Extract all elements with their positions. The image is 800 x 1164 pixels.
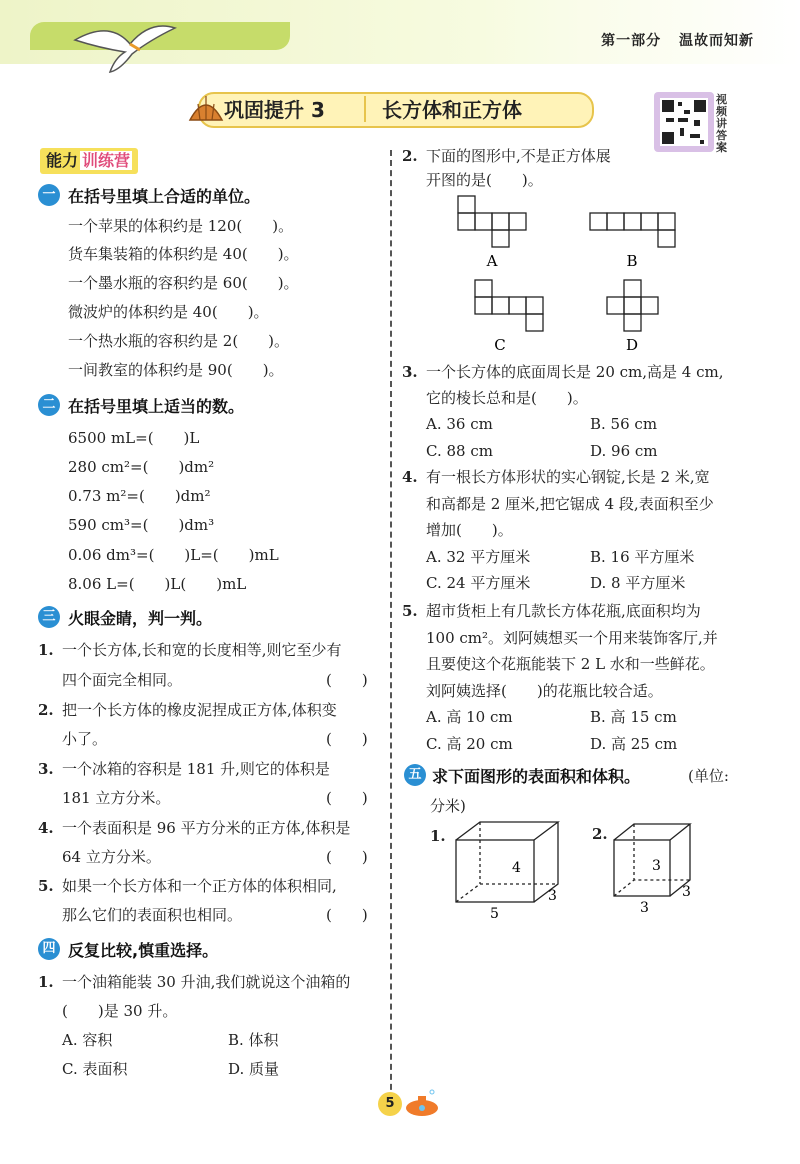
s3-q2-text-a: 把一个长方体的橡皮泥捏成正方体,体积变 xyxy=(62,701,337,719)
header-text xyxy=(601,30,754,50)
s3-q3-answer[interactable]: ( ) xyxy=(326,789,368,807)
badge-b: 训练营 xyxy=(82,151,131,170)
q5-text-c: 且要使这个花瓶能装下 2 L 水和一些鲜花。 xyxy=(426,655,715,673)
fig1-width: 3 xyxy=(548,888,557,904)
q2-number: 2. xyxy=(402,147,418,165)
section-1-title: 在括号里填上合适的单位。 xyxy=(68,187,261,206)
q4-option-b[interactable]: B. 16 平方厘米 xyxy=(590,548,695,566)
net-d[interactable] xyxy=(607,280,658,331)
q3-option-a[interactable]: A. 36 cm xyxy=(426,415,493,433)
s1-line-4: 微波炉的体积约是 40( )。 xyxy=(68,303,269,321)
section-5-title: 求下面图形的表面积和体积。 xyxy=(432,767,641,786)
q3-text-a: 一个长方体的底面周长是 20 cm,高是 4 cm, xyxy=(426,363,724,381)
section-2-title: 在括号里填上适当的数。 xyxy=(68,397,245,416)
q4-option-a[interactable]: A. 32 平方厘米 xyxy=(426,548,531,566)
q2-text-b: 开图的是( )。 xyxy=(426,171,543,189)
section-4-title: 反复比较,慎重选择。 xyxy=(68,941,219,960)
cube-nets-figure xyxy=(440,188,760,358)
s3-q5-answer[interactable]: ( ) xyxy=(326,906,368,924)
q5-text-b: 100 cm²。刘阿姨想买一个用来装饰客厅,并 xyxy=(426,629,718,647)
net-label-c: C xyxy=(494,336,506,354)
net-label-a: A xyxy=(486,252,498,270)
net-label-b: B xyxy=(626,252,638,270)
s3-q1-text-a: 一个长方体,长和宽的长度相等,则它至少有 xyxy=(62,641,342,659)
submarine-icon xyxy=(402,1086,442,1120)
s1-line-1: 一个苹果的体积约是 120( )。 xyxy=(68,217,294,235)
q5-option-c[interactable]: C. 高 20 cm xyxy=(426,735,513,753)
section-1-number: 一 xyxy=(38,184,60,206)
s3-q2-number: 2. xyxy=(38,701,54,719)
s2-line-6: 8.06 L=( )L( )mL xyxy=(68,575,247,593)
cuboid-figure-1 xyxy=(440,816,580,924)
s2-line-1: 6500 mL=( )L xyxy=(68,429,200,447)
fig1-height: 4 xyxy=(512,860,521,876)
s4-q1-option-c[interactable]: C. 表面积 xyxy=(62,1060,128,1078)
fig2-width: 3 xyxy=(682,884,691,900)
s3-q1-text-b: 四个面完全相同。 xyxy=(62,671,183,689)
s3-q4-text-a: 一个表面积是 96 平方分米的正方体,体积是 xyxy=(62,819,351,837)
net-a[interactable] xyxy=(458,196,526,247)
s2-line-5: 0.06 dm³=( )L=( )mL xyxy=(68,546,279,564)
cube-figure-2 xyxy=(604,816,714,916)
s3-q5-text-b: 那么它们的表面积也相同。 xyxy=(62,906,243,924)
qr-code[interactable] xyxy=(654,92,714,152)
q4-text-c: 增加( )。 xyxy=(426,521,513,539)
q3-text-b: 它的棱长总和是( )。 xyxy=(426,389,588,407)
title-separator xyxy=(364,96,366,122)
s2-line-3: 0.73 m²=( )dm² xyxy=(68,487,211,505)
q5-option-d[interactable]: D. 高 25 cm xyxy=(590,735,678,753)
s3-q4-number: 4. xyxy=(38,819,54,837)
s3-q4-text-b: 64 立方分米。 xyxy=(62,848,161,866)
q5-text-d: 刘阿姨选择( )的花瓶比较合适。 xyxy=(426,682,663,700)
q4-number: 4. xyxy=(402,468,418,486)
s1-line-5: 一个热水瓶的容积约是 2( )。 xyxy=(68,332,290,350)
s2-line-4: 590 cm³=( )dm³ xyxy=(68,516,215,534)
header-section: 温故而知新 xyxy=(679,33,754,49)
net-b[interactable] xyxy=(590,213,675,247)
s3-q3-text-a: 一个冰箱的容积是 181 升,则它的体积是 xyxy=(62,760,330,778)
s4-q1-text-a: 一个油箱能装 30 升油,我们就说这个油箱的 xyxy=(62,973,351,991)
q3-option-d[interactable]: D. 96 cm xyxy=(590,442,658,460)
section-5-unit: (单位: xyxy=(688,767,729,785)
q4-text-b: 和高都是 2 厘米,把它锯成 4 段,表面积至少 xyxy=(426,495,714,513)
q4-option-c[interactable]: C. 24 平方厘米 xyxy=(426,574,531,592)
s3-q2-answer[interactable]: ( ) xyxy=(326,730,368,748)
q5-text-a: 超市货柜上有几款长方体花瓶,底面积均为 xyxy=(426,602,701,620)
q3-number: 3. xyxy=(402,363,418,381)
s3-q4-answer[interactable]: ( ) xyxy=(326,848,368,866)
s4-q1-option-b[interactable]: B. 体积 xyxy=(228,1031,279,1049)
section-5-unit-2: 分米) xyxy=(430,797,466,815)
net-c[interactable] xyxy=(475,280,543,331)
fig2-length: 3 xyxy=(640,900,649,916)
s4-q1-text-b: ( )是 30 升。 xyxy=(62,1002,178,1020)
q3-option-c[interactable]: C. 88 cm xyxy=(426,442,493,460)
s3-q3-text-b: 181 立方分米。 xyxy=(62,789,171,807)
s3-q1-answer[interactable]: ( ) xyxy=(326,671,368,689)
section-3-title: 火眼金睛，判一判。 xyxy=(68,609,213,628)
s1-line-6: 一间教室的体积约是 90( )。 xyxy=(68,361,284,379)
s4-q1-number: 1. xyxy=(38,973,54,991)
net-label-d: D xyxy=(625,336,639,354)
q3-option-b[interactable]: B. 56 cm xyxy=(590,415,658,433)
fig2-height: 3 xyxy=(652,858,661,874)
section-5-number: 五 xyxy=(404,764,426,786)
q5-option-b[interactable]: B. 高 15 cm xyxy=(590,708,677,726)
fig2-number: 2. xyxy=(592,825,608,843)
lesson-label: 巩固提升 3 xyxy=(224,98,325,122)
qr-note: 视频讲答案 xyxy=(716,93,727,154)
q5-number: 5. xyxy=(402,602,418,620)
header-part: 第一部分 xyxy=(601,33,662,49)
seagull-icon xyxy=(70,10,180,80)
column-divider xyxy=(390,150,392,1110)
s1-line-2: 货车集装箱的体积约是 40( )。 xyxy=(68,245,299,263)
section-3-number: 三 xyxy=(38,606,60,628)
shell-icon xyxy=(186,88,226,128)
s3-q1-number: 1. xyxy=(38,641,54,659)
q5-option-a[interactable]: A. 高 10 cm xyxy=(426,708,513,726)
q4-text-a: 有一根长方体形状的实心钢锭,长是 2 米,宽 xyxy=(426,468,710,486)
fig1-number: 1. xyxy=(430,827,446,845)
section-2-number: 二 xyxy=(38,394,60,416)
page-title: 长方体和正方体 xyxy=(382,98,522,122)
s2-line-2: 280 cm²=( )dm² xyxy=(68,458,215,476)
s3-q3-number: 3. xyxy=(38,760,54,778)
s4-q1-option-d[interactable]: D. 质量 xyxy=(228,1060,280,1078)
ability-badge xyxy=(40,148,138,174)
q2-text-a: 下面的图形中,不是正方体展 xyxy=(426,147,611,165)
s3-q5-text-a: 如果一个长方体和一个正方体的体积相同, xyxy=(62,877,337,895)
s1-line-3: 一个墨水瓶的容积约是 60( )。 xyxy=(68,274,299,292)
fig1-length: 5 xyxy=(490,906,499,922)
s3-q5-number: 5. xyxy=(38,877,54,895)
qr-code-icon xyxy=(654,92,714,152)
q4-option-d[interactable]: D. 8 平方厘米 xyxy=(590,574,686,592)
s4-q1-option-a[interactable]: A. 容积 xyxy=(62,1031,113,1049)
section-4-number: 四 xyxy=(38,938,60,960)
page-number: 5 xyxy=(378,1092,402,1116)
s3-q2-text-b: 小了。 xyxy=(62,730,108,748)
badge-a: 能力 xyxy=(46,151,79,170)
